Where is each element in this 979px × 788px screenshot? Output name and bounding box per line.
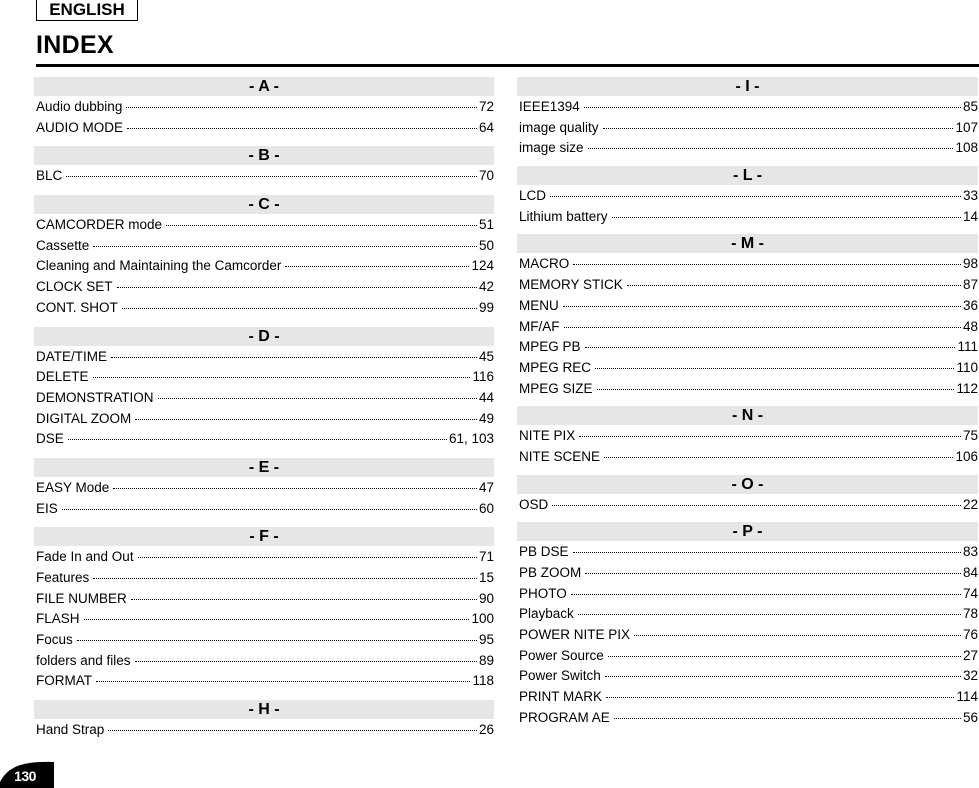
entry-page-number: 108 — [955, 140, 978, 156]
entry-page-number: 48 — [962, 318, 978, 334]
index-entry — [517, 275, 978, 296]
entry-term: DIGITAL ZOOM — [36, 410, 132, 426]
dot-leader — [66, 176, 477, 177]
index-entry — [34, 671, 494, 692]
index-section — [34, 458, 494, 519]
entry-term: BLC — [36, 168, 63, 184]
index-column-right — [517, 77, 978, 736]
index-entry — [517, 379, 978, 400]
entry-term: MACRO — [519, 256, 570, 272]
index-section — [517, 234, 978, 399]
index-entry — [517, 138, 978, 159]
index-entry — [517, 207, 978, 228]
dot-leader — [111, 357, 477, 358]
section-letter-header: - C - — [34, 195, 494, 214]
index-section — [517, 522, 978, 728]
index-section — [34, 77, 494, 138]
entry-page-number: 110 — [956, 359, 978, 375]
entry-term: FLASH — [36, 611, 80, 627]
dot-leader — [552, 505, 961, 506]
entry-page-number: 49 — [478, 410, 494, 426]
index-entry — [34, 547, 494, 568]
dot-leader — [135, 661, 477, 662]
dot-leader — [122, 308, 477, 309]
dot-leader — [578, 614, 961, 615]
dot-leader — [84, 619, 470, 620]
dot-leader — [605, 676, 961, 677]
entry-term: EIS — [36, 500, 58, 516]
index-section — [517, 77, 978, 159]
entry-term: MEMORY STICK — [519, 277, 623, 293]
entry-term: CLOCK SET — [36, 279, 113, 295]
index-entry — [34, 651, 494, 672]
entry-term: image quality — [519, 119, 599, 135]
entry-page-number: 22 — [962, 496, 978, 512]
index-entry — [34, 609, 494, 630]
index-section — [517, 406, 978, 467]
entry-term: PRINT MARK — [519, 689, 603, 705]
entry-term: NITE PIX — [519, 428, 576, 444]
entry-term: PB DSE — [519, 544, 569, 560]
entry-term: DATE/TIME — [36, 348, 108, 364]
dot-leader — [595, 368, 954, 369]
entry-page-number: 85 — [962, 99, 978, 114]
language-badge: ENGLISH — [36, 0, 138, 21]
index-entry — [34, 478, 494, 499]
entry-term: EASY Mode — [36, 479, 110, 495]
entry-page-number: 112 — [956, 380, 978, 396]
entry-page-number: 32 — [962, 668, 978, 684]
dot-leader — [166, 225, 477, 226]
entry-page-number: 27 — [962, 647, 978, 663]
dot-leader — [62, 509, 477, 510]
dot-leader — [285, 266, 469, 267]
entry-page-number: 118 — [472, 673, 494, 689]
dot-leader — [77, 640, 477, 641]
entry-page-number: 100 — [471, 611, 494, 627]
dot-leader — [564, 327, 961, 328]
dot-leader — [579, 436, 961, 437]
section-letter-header: - D - — [34, 327, 494, 346]
entry-term: MPEG REC — [519, 359, 592, 375]
entry-page-number: 50 — [478, 237, 494, 253]
dot-leader — [585, 573, 961, 574]
entry-page-number: 124 — [471, 258, 494, 274]
entry-term: NITE SCENE — [519, 448, 601, 464]
entry-page-number: 56 — [962, 709, 978, 725]
index-section — [34, 327, 494, 450]
entry-page-number: 44 — [478, 389, 494, 405]
entry-page-number: 116 — [472, 369, 494, 385]
entry-page-number: 64 — [478, 119, 494, 135]
index-section — [34, 146, 494, 187]
dot-leader — [93, 578, 477, 579]
dot-leader — [131, 599, 477, 600]
index-entry — [517, 337, 978, 358]
entry-page-number: 33 — [962, 188, 978, 204]
entry-page-number: 60 — [478, 500, 494, 516]
dot-leader — [634, 635, 961, 636]
entry-page-number: 51 — [478, 217, 494, 233]
dot-leader — [585, 347, 956, 348]
index-section — [34, 527, 494, 692]
dot-leader — [113, 488, 477, 489]
section-letter-header: - L - — [517, 166, 978, 185]
index-entry — [517, 495, 978, 516]
index-entry — [517, 358, 978, 379]
dot-leader — [93, 377, 471, 378]
title-divider — [36, 64, 979, 67]
page-number: 130 — [14, 768, 36, 784]
entry-page-number: 76 — [962, 627, 978, 643]
dot-leader — [588, 148, 954, 149]
entry-term: image size — [519, 140, 584, 156]
index-entry — [34, 118, 494, 139]
entry-term: Playback — [519, 606, 574, 622]
entry-term: Audio dubbing — [36, 99, 123, 114]
index-entry — [34, 568, 494, 589]
entry-page-number: 15 — [478, 570, 494, 585]
entry-page-number: 106 — [955, 448, 978, 464]
entry-term: Power Source — [519, 647, 604, 663]
dot-leader — [608, 656, 961, 657]
index-entry — [517, 97, 978, 118]
section-letter-header: - P - — [517, 522, 978, 541]
dot-leader — [550, 196, 961, 197]
entry-term: Power Switch — [519, 668, 601, 684]
dot-leader — [573, 264, 961, 265]
entry-page-number: 114 — [956, 689, 978, 705]
entry-term: Focus — [36, 632, 73, 648]
index-entry — [517, 604, 978, 625]
section-letter-header: - I - — [517, 77, 978, 96]
dot-leader — [606, 697, 954, 698]
entry-term: PHOTO — [519, 585, 567, 601]
entry-term: LCD — [519, 188, 547, 204]
section-letter-header: - B - — [34, 146, 494, 165]
entry-page-number: 83 — [962, 544, 978, 560]
dot-leader — [117, 287, 477, 288]
section-letter-header: - M - — [517, 234, 978, 253]
index-entry — [517, 296, 978, 317]
entry-term: POWER NITE PIX — [519, 627, 631, 643]
index-entry — [34, 166, 494, 187]
index-entry — [34, 236, 494, 257]
index-entry — [34, 499, 494, 520]
dot-leader — [597, 389, 955, 390]
dot-leader — [573, 552, 961, 553]
index-entry — [34, 388, 494, 409]
entry-page-number: 89 — [478, 652, 494, 668]
index-entry — [34, 630, 494, 651]
entry-page-number: 107 — [955, 119, 978, 135]
entry-term: MPEG SIZE — [519, 380, 593, 396]
index-entry — [517, 447, 978, 468]
dot-leader — [627, 285, 961, 286]
dot-leader — [93, 246, 477, 247]
index-entry — [34, 347, 494, 368]
entry-page-number: 87 — [962, 277, 978, 293]
index-entry — [34, 589, 494, 610]
index-entry — [34, 97, 494, 118]
section-letter-header: - O - — [517, 475, 978, 494]
entry-term: DELETE — [36, 369, 89, 385]
index-entry — [517, 687, 978, 708]
dot-leader — [563, 306, 961, 307]
dot-leader — [571, 594, 961, 595]
dot-leader — [138, 557, 477, 558]
index-entry — [517, 118, 978, 139]
entry-term: CONT. SHOT — [36, 299, 118, 315]
entry-term: DSE — [36, 431, 64, 447]
entry-page-number: 45 — [478, 348, 494, 364]
index-entry — [34, 256, 494, 277]
index-column-left — [34, 77, 494, 749]
index-entry — [517, 186, 978, 207]
entry-term: Features — [36, 570, 90, 585]
entry-term: FORMAT — [36, 673, 92, 689]
entry-term: DEMONSTRATION — [36, 389, 154, 405]
dot-leader — [135, 419, 477, 420]
index-entry — [517, 426, 978, 447]
entry-term: FILE NUMBER — [36, 590, 127, 606]
dot-leader — [612, 217, 961, 218]
entry-term: Cleaning and Maintaining the Camcorder — [36, 258, 282, 274]
entry-page-number: 99 — [478, 299, 494, 315]
index-entry — [517, 708, 978, 729]
entry-page-number: 111 — [957, 339, 978, 355]
dot-leader — [158, 398, 477, 399]
entry-page-number: 70 — [478, 168, 494, 184]
entry-page-number: 36 — [962, 297, 978, 313]
dot-leader — [126, 107, 477, 108]
dot-leader — [68, 439, 447, 440]
entry-page-number: 42 — [478, 279, 494, 295]
index-section — [34, 195, 494, 318]
entry-term: CAMCORDER mode — [36, 217, 163, 233]
index-entry — [517, 542, 978, 563]
entry-page-number: 26 — [478, 722, 494, 738]
entry-page-number: 71 — [478, 549, 494, 565]
entry-term: folders and files — [36, 652, 131, 668]
section-letter-header: - H - — [34, 700, 494, 719]
index-entry — [34, 429, 494, 450]
entry-page-number: 84 — [962, 565, 978, 580]
index-entry — [34, 277, 494, 298]
entry-term: MF/AF — [519, 318, 560, 334]
entry-term: Lithium battery — [519, 208, 608, 224]
entry-term: Fade In and Out — [36, 549, 134, 565]
index-entry — [34, 367, 494, 388]
entry-page-number: 98 — [962, 256, 978, 272]
index-section — [517, 475, 978, 516]
entry-page-number: 47 — [478, 479, 494, 495]
dot-leader — [614, 718, 961, 719]
entry-term: PB ZOOM — [519, 565, 582, 580]
entry-page-number: 74 — [962, 585, 978, 601]
entry-term: PROGRAM AE — [519, 709, 610, 725]
entry-term: IEEE1394 — [519, 99, 580, 114]
dot-leader — [96, 681, 470, 682]
index-entry — [517, 666, 978, 687]
index-section — [34, 700, 494, 741]
index-entry — [34, 720, 494, 741]
dot-leader — [603, 128, 954, 129]
dot-leader — [604, 457, 953, 458]
index-entry — [517, 584, 978, 605]
section-letter-header: - E - — [34, 458, 494, 477]
entry-page-number: 61, 103 — [448, 431, 494, 447]
section-letter-header: - N - — [517, 406, 978, 425]
section-letter-header: - A - — [34, 77, 494, 96]
index-entry — [517, 563, 978, 584]
entry-page-number: 14 — [962, 208, 978, 224]
entry-term: MPEG PB — [519, 339, 581, 355]
entry-term: OSD — [519, 496, 549, 512]
entry-page-number: 90 — [478, 590, 494, 606]
index-entry — [34, 409, 494, 430]
index-section — [517, 166, 978, 227]
section-letter-header: - F - — [34, 527, 494, 546]
dot-leader — [127, 128, 477, 129]
entry-term: AUDIO MODE — [36, 119, 124, 135]
index-entry — [517, 625, 978, 646]
entry-term: MENU — [519, 297, 559, 313]
entry-term: Cassette — [36, 237, 90, 253]
entry-term: Hand Strap — [36, 722, 105, 738]
entry-page-number: 75 — [962, 428, 978, 444]
dot-leader — [584, 107, 961, 108]
entry-page-number: 72 — [478, 99, 494, 114]
dot-leader — [108, 730, 477, 731]
index-entry — [517, 646, 978, 667]
page-title: INDEX — [36, 31, 114, 59]
index-entry — [517, 317, 978, 338]
index-entry — [34, 215, 494, 236]
index-entry — [34, 298, 494, 319]
entry-page-number: 78 — [962, 606, 978, 622]
index-entry — [517, 254, 978, 275]
entry-page-number: 95 — [478, 632, 494, 648]
